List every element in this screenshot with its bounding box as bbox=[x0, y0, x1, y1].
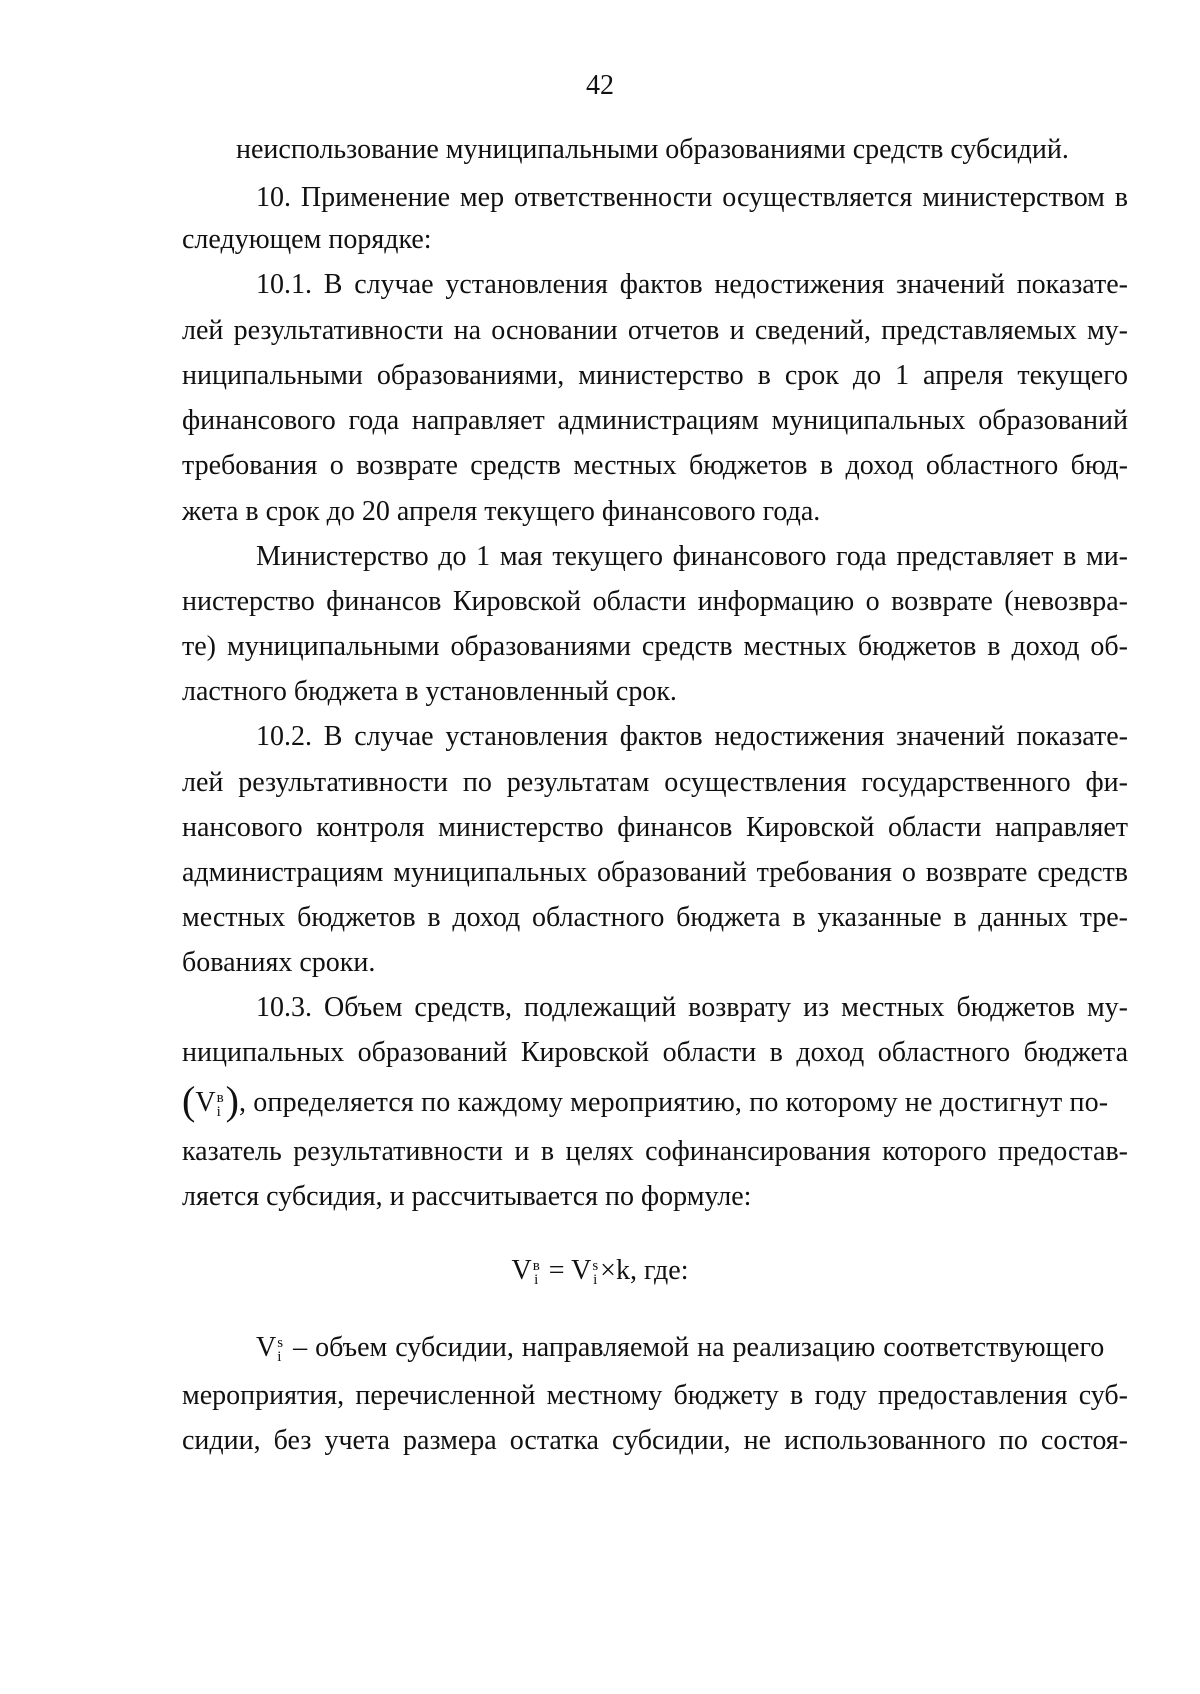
text-line: ниципальных образований Кировской области в доход областного бюджета bbox=[182, 1037, 1128, 1068]
text-line: 10.1. В случае установления фактов недостижения значений показате- bbox=[256, 269, 1128, 300]
text-line: 10. Применение мер ответственности осуществляется министерством в bbox=[256, 182, 1128, 213]
text-line: сидии, без учета размера остатка субсидии, не использованного по состоя- bbox=[182, 1425, 1128, 1456]
text-line: бованиях сроки. bbox=[182, 947, 376, 978]
text-line: мероприятия, перечисленной местному бюджету в году предоставления суб- bbox=[182, 1380, 1128, 1411]
page-number: 42 bbox=[586, 70, 614, 101]
text-line: финансового года направляет администрациям муниципальных образований bbox=[182, 405, 1128, 436]
text-line: лей результативности по результатам осуществления государственного фи- bbox=[182, 767, 1128, 798]
text-line: лей результативности на основании отчетов и сведений, представляемых му- bbox=[182, 315, 1128, 346]
text-line: казатель результативности и в целях софинансирования которого предостав- bbox=[182, 1136, 1128, 1167]
text-line: неиспользование муниципальными образованиями средств субсидий. bbox=[236, 134, 1069, 165]
text-line: требования о возврате средств местных бюджетов в доход областного бюд- bbox=[182, 450, 1128, 481]
text-line: местных бюджетов в доход областного бюджета в указанные в данных тре- bbox=[182, 902, 1128, 933]
text-line: следующем порядке: bbox=[182, 224, 432, 255]
text-line: 10.3. Объем средств, подлежащий возврату из местных бюджетов му- bbox=[256, 992, 1128, 1023]
text-line: ниципальными образованиями, министерство в срок до 1 апреля текущего bbox=[182, 360, 1128, 391]
text-line: Министерство до 1 мая текущего финансового года представляет в ми- bbox=[256, 541, 1128, 572]
text-line: ластного бюджета в установленный срок. bbox=[182, 676, 677, 707]
text-line-with-symbol: (V в i ), определяется по каждому мероприятию, по которому не достигнут по- bbox=[182, 1078, 1109, 1123]
formula: V в i = V s i ×k, где: bbox=[511, 1255, 689, 1288]
text-line-with-symbol: V s i – объем субсидии, направляемой на реализацию соответствующего bbox=[256, 1332, 1105, 1365]
text-line: нистерство финансов Кировской области информацию о возврате (невозвра- bbox=[182, 586, 1128, 617]
text-line: ляется субсидия, и рассчитывается по формуле: bbox=[182, 1181, 752, 1212]
text-line: администрациям муниципальных образований требования о возврате средств bbox=[182, 857, 1128, 888]
text-line: нансового контроля министерство финансов Кировской области направляет bbox=[182, 812, 1128, 843]
text-line: 10.2. В случае установления фактов недостижения значений показате- bbox=[256, 721, 1128, 752]
text-line: жета в срок до 20 апреля текущего финансового года. bbox=[182, 496, 821, 527]
inline-formula: (V в i ) bbox=[182, 1078, 239, 1123]
text-line: те) муниципальными образованиями средств местных бюджетов в доход об- bbox=[182, 631, 1128, 662]
